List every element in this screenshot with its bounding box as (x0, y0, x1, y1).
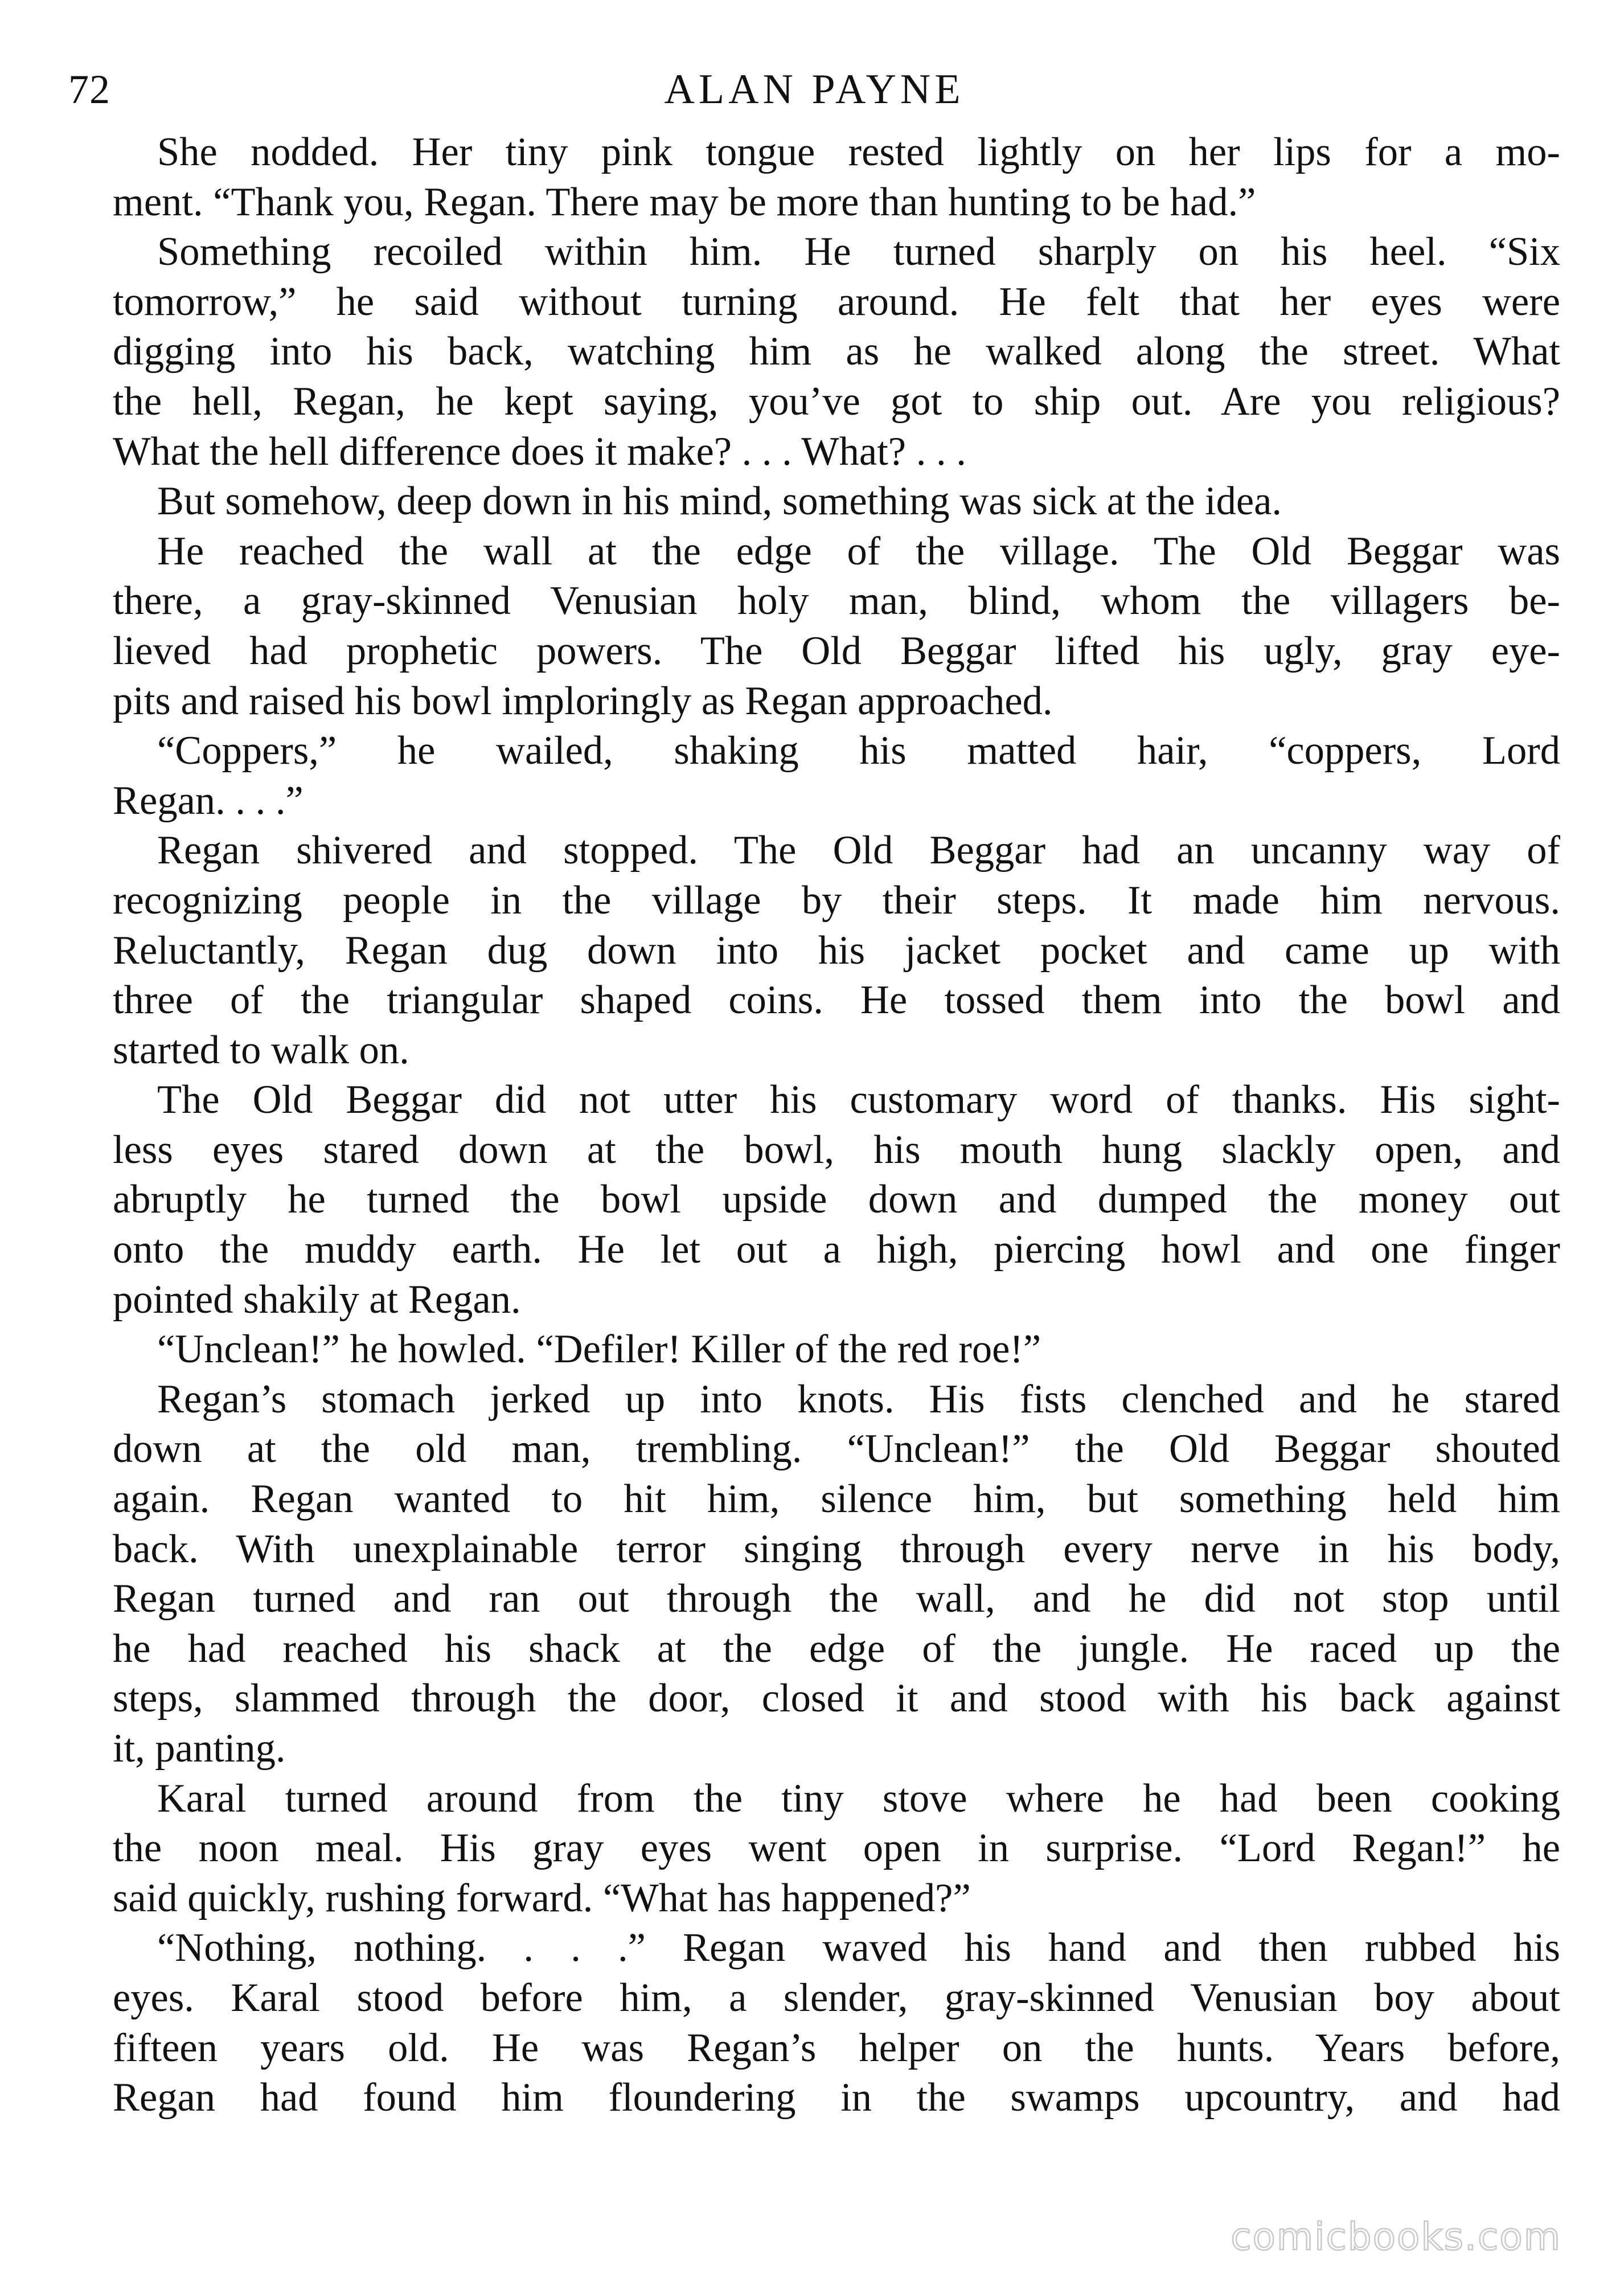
text-line: She nodded. Her tiny pink tongue rested lightly on her lips for a mo- (157, 130, 1560, 174)
text-line: again. Regan wanted to hit him, silence him, but something held him (113, 1477, 1560, 1522)
text-line: recognizing people in the village by their steps. It made him nervous. (113, 878, 1560, 923)
text-line: the noon meal. His gray eyes went open in surprise. “Lord Regan!” he (113, 1826, 1560, 1871)
text-line: The Old Beggar did not utter his customary word of thanks. His sight- (157, 1078, 1560, 1123)
paragraph (68, 726, 1560, 826)
text-line: ment. “Thank you, Regan. There may be more than hunting to be had.” (113, 179, 1256, 224)
text-line: But somehow, deep down in his mind, something was sick at the idea. (157, 479, 1282, 524)
text-line: said quickly, rushing forward. “What has happened?” (113, 1875, 971, 1920)
text-line: tomorrow,” he said without turning around. He felt that her eyes were (113, 279, 1560, 324)
text-line: less eyes stared down at the bowl, his mouth hung slackly open, and (113, 1127, 1560, 1172)
text-line: three of the triangular shaped coins. He tossed them into the bowl and (113, 978, 1560, 1023)
text-line: it, panting. (113, 1726, 286, 1771)
page-header (68, 58, 1560, 121)
text-line: the hell, Regan, he kept saying, you’ve got to ship out. Are you religious? (113, 379, 1560, 424)
running-head: ALAN PAYNE (664, 66, 965, 113)
text-line: pointed shakily at Regan. (113, 1277, 521, 1322)
text-line: fifteen years old. He was Regan’s helper on the hunts. Years before, (113, 2025, 1560, 2070)
paragraph (68, 1375, 1560, 1774)
page-number: 72 (68, 67, 110, 112)
text-line: started to walk on. (113, 1027, 409, 1072)
text-line: What the hell difference does it make? . . . What? . . . (113, 429, 966, 474)
text-line: “Coppers,” he wailed, shaking his matted hair, “coppers, Lord (157, 728, 1560, 773)
paragraph (68, 1923, 1560, 2123)
text-line: Reluctantly, Regan dug down into his jacket pocket and came up with (113, 928, 1560, 973)
text-line: Regan. . . .” (113, 778, 304, 823)
text-line: “Unclean!” he howled. “Defiler! Killer of the red roe!” (157, 1327, 1041, 1372)
text-line: steps, slammed through the door, closed it and stood with his back against (113, 1676, 1560, 1721)
paragraph (68, 826, 1560, 1075)
text-line: back. With unexplainable terror singing through every nerve in his body, (113, 1526, 1560, 1571)
text-line: He reached the wall at the edge of the village. The Old Beggar was (157, 529, 1560, 574)
text-line: abruptly he turned the bowl upside down and dumped the money out (113, 1177, 1560, 1222)
text-line: onto the muddy earth. He let out a high, piercing howl and one finger (113, 1227, 1560, 1272)
text-line: “Nothing, nothing. . . .” Regan waved his hand and then rubbed his (157, 1926, 1560, 1971)
text-line: Regan shivered and stopped. The Old Beggar had an uncanny way of (157, 828, 1560, 873)
text-line: Regan had found him floundering in the swamps upcountry, and had (113, 2075, 1560, 2120)
text-line: he had reached his shack at the edge of the jungle. He raced up the (113, 1626, 1560, 1671)
paragraph (68, 227, 1560, 477)
text-line: Regan’s stomach jerked up into knots. His fists clenched and he stared (157, 1377, 1560, 1422)
text-line: there, a gray-skinned Venusian holy man, blind, whom the villagers be- (113, 579, 1560, 624)
paragraph (68, 527, 1560, 726)
text-line: pits and raised his bowl imploringly as Regan approached. (113, 678, 1053, 723)
text-line: digging into his back, watching him as he walked along the street. What (113, 329, 1560, 374)
text-line: eyes. Karal stood before him, a slender, gray-skinned Venusian boy about (113, 1975, 1560, 2020)
text-line: Karal turned around from the tiny stove where he had been cooking (157, 1776, 1560, 1821)
text-line: lieved had prophetic powers. The Old Beggar lifted his ugly, gray eye- (113, 628, 1560, 673)
paragraph (68, 128, 1560, 227)
text-line: Regan turned and ran out through the wall, and he did not stop until (113, 1576, 1560, 1621)
paragraph (68, 477, 1560, 527)
body-text (68, 128, 1560, 2123)
text-line: Something recoiled within him. He turned sharply on his heel. “Six (157, 230, 1560, 275)
paragraph (68, 1075, 1560, 1325)
paragraph (68, 1325, 1560, 1375)
watermark: comicbooks.com (1231, 2215, 1561, 2259)
paragraph (68, 1774, 1560, 1924)
text-line: down at the old man, trembling. “Unclean!” the Old Beggar shouted (113, 1427, 1560, 1472)
